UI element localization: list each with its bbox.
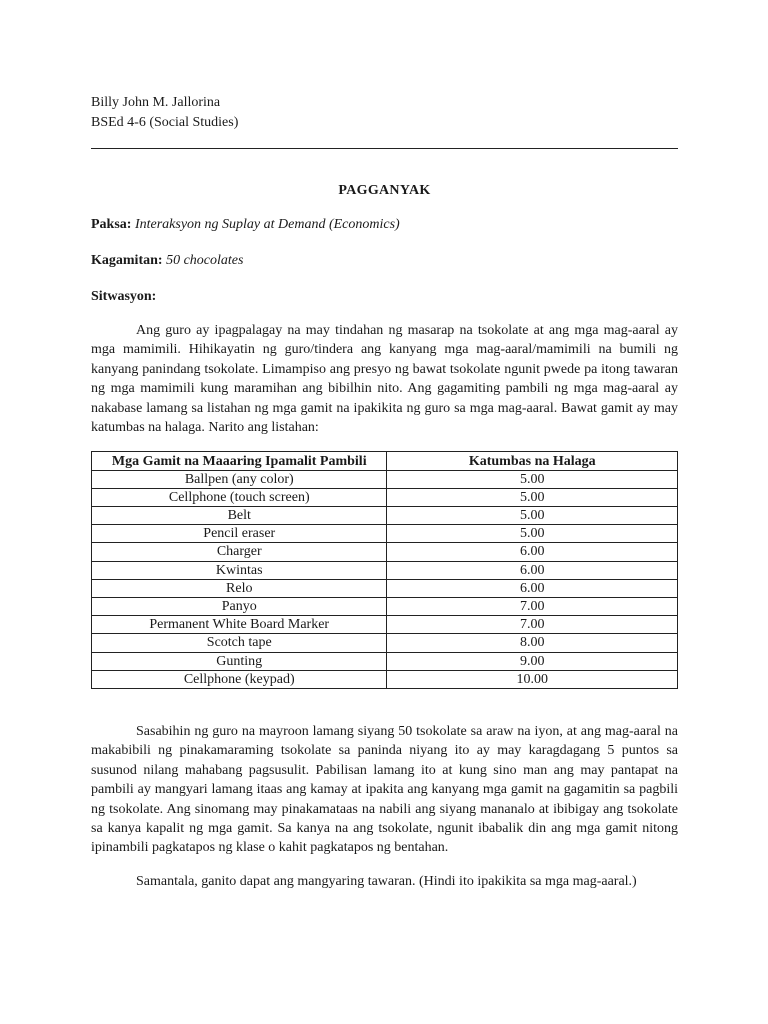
rules-paragraph: Sasabihin ng guro na mayroon lamang siyang 50 tsokolate sa araw na iyon, at ang mag-aaral na makabibili ng pinakamaraming tsokolate sa paninda niyang ito ay may karagdagang 5 puntos sa susunod nilang mahabang pagsusulit. Pabilisan lamang ito at kung sino man ang may pantapat na pambili ay mangyari lamang itaas ang kamay at ipakita ang kanyang mga gamit na gagamitin sa pagbili ng tsokolate. Ang sinomang may pinakamataas na nabili ang siyang mananalo at ibibigay ang tsokolate sa kanya kapalit ng mga gamit. Sa kanya na ang tsokolate, ngunit ibabalik din ang mga gamit nitong ipinambili pagkatapos ng klase o kahit pagkatapos ng bentahan. xyxy=(91,723,678,856)
value-cell: 6.00 xyxy=(387,561,678,579)
table-row xyxy=(92,652,678,670)
kagamitan-label: Kagamitan: xyxy=(91,253,163,268)
item-cell: Ballpen (any color) xyxy=(92,470,387,488)
kagamitan-value: 50 chocolates xyxy=(166,253,244,268)
table-row xyxy=(92,634,678,652)
value-cell: 5.00 xyxy=(387,488,678,506)
item-cell: Gunting xyxy=(92,652,387,670)
value-cell: 8.00 xyxy=(387,634,678,652)
table-row xyxy=(92,488,678,506)
document-page xyxy=(91,93,678,905)
author-name: Billy John M. Jallorina xyxy=(91,95,221,110)
item-cell: Permanent White Board Marker xyxy=(92,616,387,634)
paksa-value: Interaksyon ng Suplay at Demand (Economics) xyxy=(134,217,400,232)
course-section: BSEd 4-6 (Social Studies) xyxy=(91,115,239,130)
sitwasyon-label: Sitwasyon: xyxy=(91,289,157,304)
paksa-label: Paksa: xyxy=(91,217,132,232)
column-header-item: Mga Gamit na Maaaring Ipamalit Pambili xyxy=(92,452,387,470)
value-cell: 5.00 xyxy=(387,470,678,488)
kagamitan-field xyxy=(91,251,678,271)
table-row xyxy=(92,525,678,543)
item-cell: Charger xyxy=(92,543,387,561)
item-cell: Relo xyxy=(92,579,387,597)
value-cell: 9.00 xyxy=(387,652,678,670)
table-header-row xyxy=(92,452,678,470)
header-divider xyxy=(91,148,678,149)
note-paragraph: Samantala, ganito dapat ang mangyaring tawaran. (Hindi ito ipakikita sa mga mag-aaral.) xyxy=(136,873,637,889)
table-row xyxy=(92,470,678,488)
item-cell: Belt xyxy=(92,507,387,525)
paksa-field xyxy=(91,215,678,235)
item-cell: Pencil eraser xyxy=(92,525,387,543)
column-header-value: Katumbas na Halaga xyxy=(387,452,678,470)
table-row xyxy=(92,670,678,688)
situation-paragraph: Ang guro ay ipagpalagay na may tindahan ng masarap na tsokolate at ang mga mag-aaral ay mga mamimili. Hihikayatin ng guro/tindera ang kanyang mga mag-aaral/mamimili na bumili ng kanyang panindang tsokolate. Limampiso ang presyo ng bawat tsokolate ngunit pwede pa itong tawaran ng mga mamimili kung maramihan ang bibilhin nito. Ang gagamiting pambili ng mga mag-aaral ay nakabase lamang sa listahan ng mga gamit na ipakikita ng guro sa mga mag-aaral. Bawat gamit ay may katumbas na halaga. Narito ang listahan: xyxy=(91,323,678,436)
value-cell: 6.00 xyxy=(387,579,678,597)
value-cell: 10.00 xyxy=(387,670,678,688)
item-cell: Cellphone (keypad) xyxy=(92,670,387,688)
value-cell: 7.00 xyxy=(387,616,678,634)
table-row xyxy=(92,561,678,579)
item-cell: Scotch tape xyxy=(92,634,387,652)
item-cell: Cellphone (touch screen) xyxy=(92,488,387,506)
value-cell: 7.00 xyxy=(387,597,678,615)
value-cell: 6.00 xyxy=(387,543,678,561)
value-cell: 5.00 xyxy=(387,525,678,543)
exchange-items-table xyxy=(91,451,678,688)
value-cell: 5.00 xyxy=(387,507,678,525)
table-row xyxy=(92,616,678,634)
item-cell: Panyo xyxy=(92,597,387,615)
table-row xyxy=(92,597,678,615)
sitwasyon-field xyxy=(91,287,678,307)
table-row xyxy=(92,579,678,597)
table-row xyxy=(92,543,678,561)
table-row xyxy=(92,507,678,525)
item-cell: Kwintas xyxy=(92,561,387,579)
document-title: PAGGANYAK xyxy=(338,183,431,198)
